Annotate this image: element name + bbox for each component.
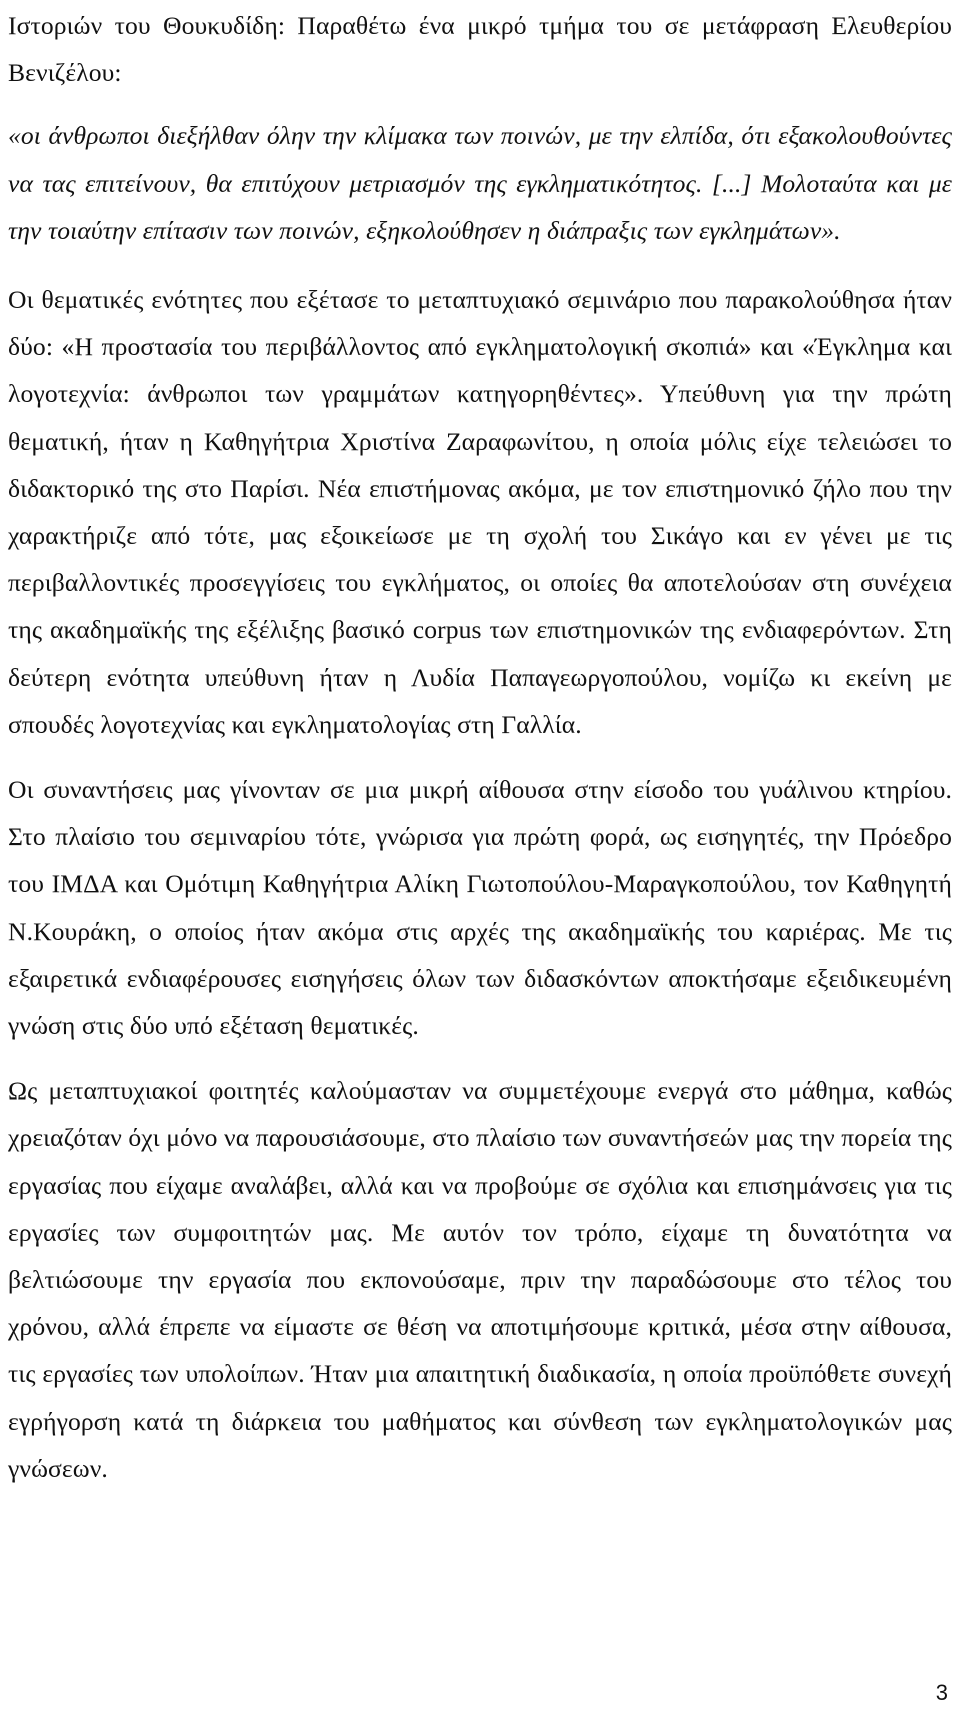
document-page [8,0,952,1726]
body-paragraph-2: Οι συναντήσεις μας γίνονταν σε μια μικρή αίθουσα στην είσοδο του γυάλινου κτηρίου. Στο πλαίσιο του σεμιναρίου τότε, γνώρισα για πρώτη φορά, ως εισηγητές, την Πρόεδρο του ΙΜΔΑ και Ομότιμη Καθηγήτρια Αλίκη Γιωτοπούλου-Μαραγκοπούλου, τον Καθηγητή Ν.Κουράκη, ο οποίος ήταν ακόμα στις αρχές της ακαδημαϊκής του καριέρας. Με τις εξαιρετικά ενδιαφέρουσες εισηγήσεις όλων των διδασκόντων αποκτήσαμε εξειδικευμένη γνώση στις δύο υπό εξέταση θεματικές. [8,775,952,1041]
quoted-translation: «οι άνθρωποι διεξήλθαν όλην την κλίμακα των ποινών, με την ελπίδα, ότι εξακολουθούντες να τας επιτείνουν, θα επιτύχουν μετριασμόν της εγκληματικότητος. [...] Μολοταύτα και με την τοιαύτην επίτασιν των ποινών, εξηκολούθησεν η διάπραξις των εγκλημάτων». [8,121,952,245]
page-number: 3 [935,1680,948,1705]
body-paragraph-3: Ως μεταπτυχιακοί φοιτητές καλούμασταν να συμμετέχουμε ενεργά στο μάθημα, καθώς χρειαζόταν όχι μόνο να παρουσιάσουμε, στο πλαίσιο των συναντήσεών μας την πορεία της εργασίας που είχαμε αναλάβει, αλλά και να προβούμε σε σχόλια και επισημάνσεις για τις εργασίες των συμφοιτητών μας. Με αυτόν τον τρόπο, είχαμε τη δυνατότητα να βελτιώσουμε την εργασία που εκπονούσαμε, πριν την παραδώσουμε στο τέλος του χρόνου, αλλά έπρεπε να είμαστε σε θέση να αποτιμήσουμε κριτικά, μέσα στην αίθουσα, τις εργασίες των υπολοίπων. Ήταν μια απαιτητική διαδικασία, η οποία προϋπόθετε συνεχή εγρήγορση κατά τη διάρκεια του μαθήματος και σύνθεση των εγκληματολογικών μας γνώσεων. [8,1076,952,1483]
body-paragraph-1: Οι θεματικές ενότητες που εξέτασε το μεταπτυχιακό σεμινάριο που παρακολούθησα ήταν δύο: «Η προστασία του περιβάλλοντος από εγκληματολογική σκοπιά» και «Έγκλημα και λογοτεχνία: άνθρωποι των γραμμάτων κατηγορηθέντες». Υπεύθυνη για την πρώτη θεματική, ήταν η Καθηγήτρια Χριστίνα Ζαραφωνίτου, η οποία μόλις είχε τελειώσει το διδακτορικό της στο Παρίσι. Νέα επιστήμονας ακόμα, με τον επιστημονικό ζήλο που την χαρακτήριζε από τότε, μας εξοικείωσε με τη σχολή του Σικάγο και εν γένει με τις περιβαλλοντικές προσεγγίσεις του εγκλήματος, οι οποίες θα αποτελούσαν στη συνέχεια της ακαδημαϊκής της εξέλιξης βασικό corpus των επιστημονικών της ενδιαφερόντων. Στη δεύτερη ενότητα υπεύθυνη ήταν η Λυδία Παπαγεωργοπούλου, νομίζω κι εκείνη με σπουδές λογοτεχνίας και εγκληματολογίας στη Γαλλία. [8,285,952,739]
intro-paragraph: Ιστοριών του Θουκυδίδη: Παραθέτω ένα μικρό τμήμα του σε μετάφραση Ελευθερίου Βενιζέλου: [8,11,952,88]
